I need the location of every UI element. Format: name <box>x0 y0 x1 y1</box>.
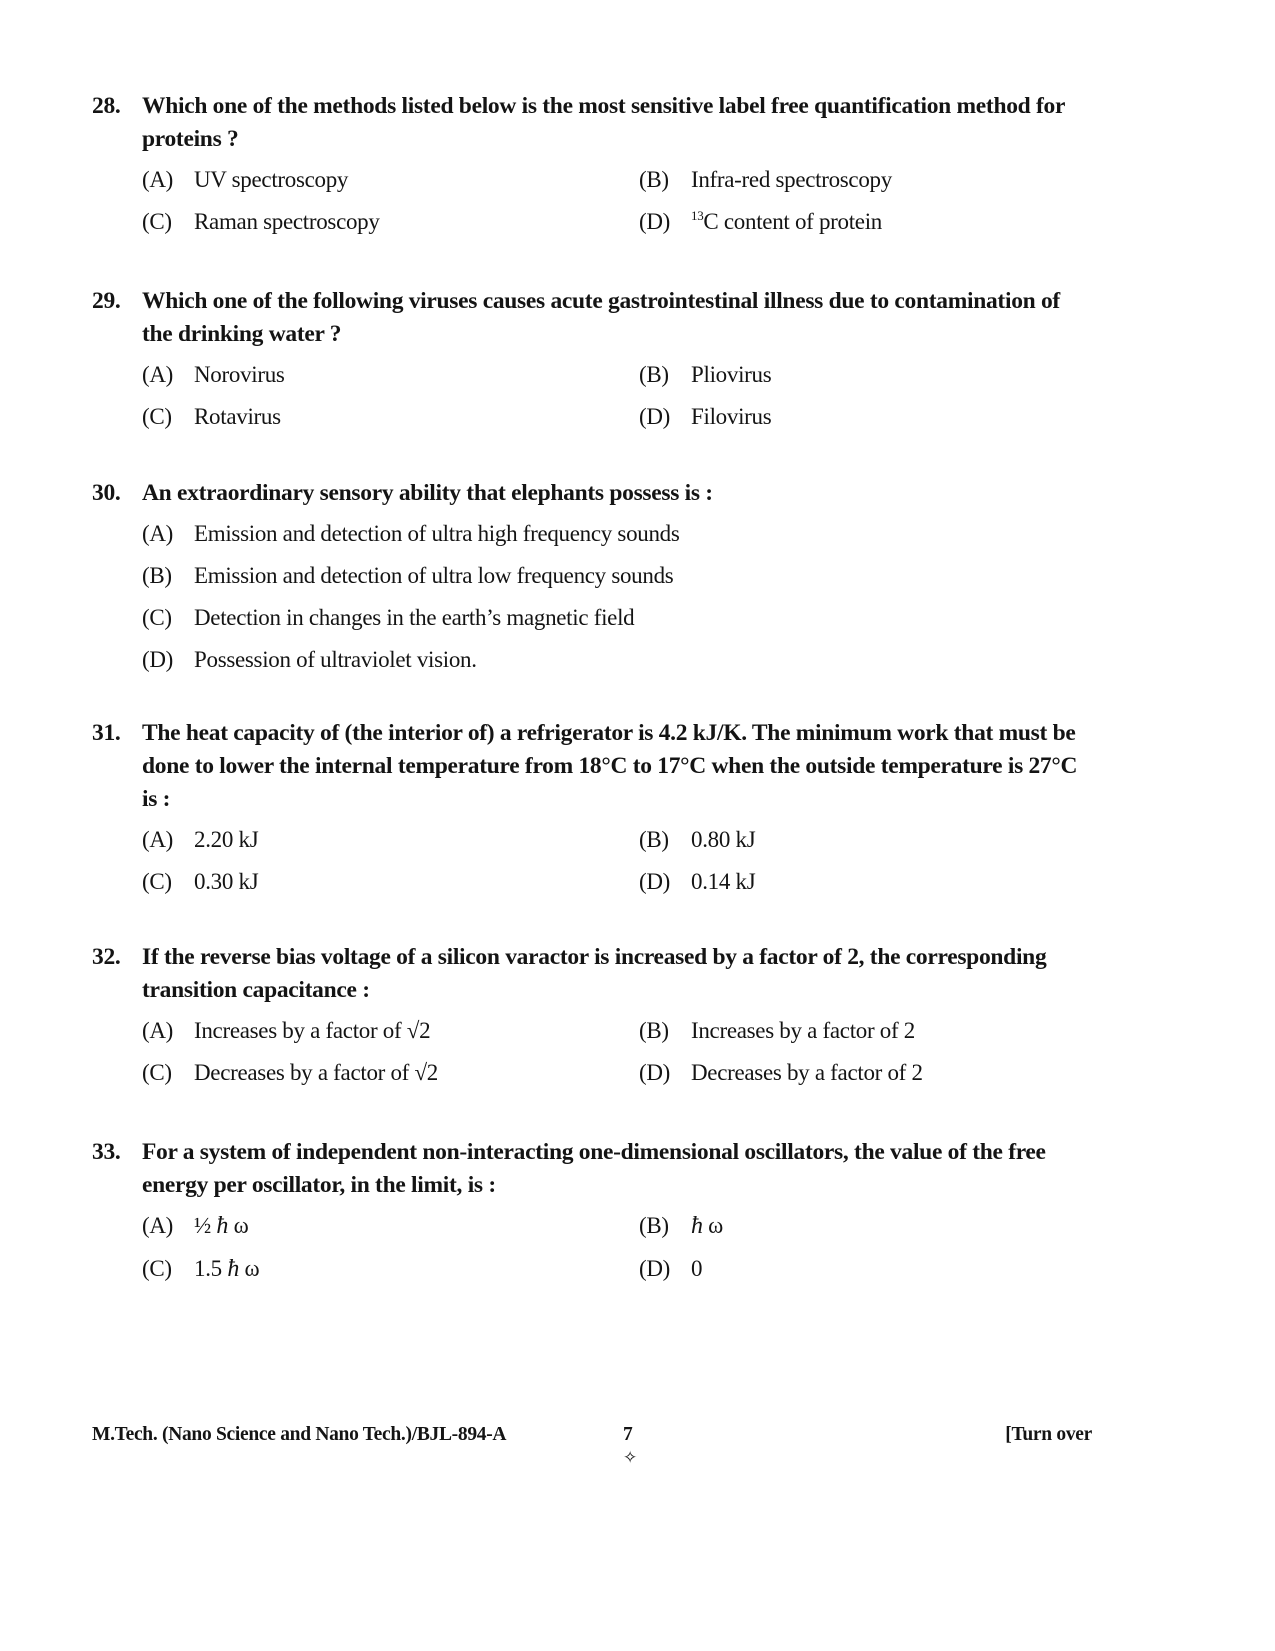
options <box>142 163 1092 238</box>
option-text: UV spectroscopy <box>194 167 349 192</box>
option-text: Detection in changes in the earth’s magnetic field <box>194 605 635 630</box>
option-letter: (B) <box>142 563 172 588</box>
option-d <box>639 1252 1109 1286</box>
option-letter: (C) <box>142 404 172 429</box>
option-text <box>194 1209 248 1243</box>
option-letter: (B) <box>639 167 669 192</box>
question-text: The heat capacity of (the interior of) a refrigerator is 4.2 kJ/K. The minimum work that must be done to lower the internal temperature from 18°C to 17°C when the outside temperature is 27°C is : <box>142 720 1078 812</box>
option-letter: (C) <box>142 605 172 630</box>
page-number: 7 <box>623 1424 633 1445</box>
question-32 <box>92 941 1092 1089</box>
option-b <box>639 163 1109 196</box>
option-letter: (A) <box>142 521 174 546</box>
page-footer <box>92 1424 1092 1467</box>
question-29 <box>92 285 1092 433</box>
option-letter: (C) <box>142 1060 172 1085</box>
option-b <box>639 1014 1109 1047</box>
question-number: 30. <box>92 480 121 506</box>
option-text: Filovirus <box>691 404 772 429</box>
question-31 <box>92 717 1092 898</box>
option-letter: (B) <box>639 362 669 387</box>
coefficient: 1.5 <box>194 1256 222 1281</box>
option-d <box>639 400 1109 433</box>
question-number: 29. <box>92 288 121 314</box>
option-text: Increases by a factor of √2 <box>194 1018 431 1043</box>
question-28 <box>92 90 1092 238</box>
question-text: For a system of independent non-interacting one-dimensional oscillators, the value of the free energy per oscillator, in the limit, is : <box>142 1139 1046 1198</box>
option-text: Rotavirus <box>194 404 281 429</box>
question-number: 32. <box>92 944 121 970</box>
option-letter: (A) <box>142 827 174 852</box>
hbar-symbol: ħ <box>216 1213 229 1239</box>
option-c <box>142 1252 639 1286</box>
option-text: Infra-red spectroscopy <box>691 167 892 192</box>
option-text: Increases by a factor of 2 <box>691 1018 915 1043</box>
options <box>142 358 1092 433</box>
question-33 <box>92 1136 1092 1286</box>
star-mark-icon: ✧ <box>623 1448 637 1467</box>
option-b <box>639 1209 1109 1243</box>
hbar-symbol: ħ <box>691 1213 703 1239</box>
option-b <box>142 559 1109 592</box>
omega-symbol: ω <box>233 1213 249 1238</box>
option-letter: (A) <box>142 1018 174 1043</box>
isotope-superscript: 13 <box>691 208 704 223</box>
question-text: If the reverse bias voltage of a silicon varactor is increased by a factor of 2, the corresponding transition capacitance : <box>142 944 1047 1003</box>
option-d <box>142 643 1109 676</box>
option-text: Emission and detection of ultra low frequency sounds <box>194 563 674 588</box>
options <box>142 517 1092 676</box>
option-a <box>142 1014 639 1047</box>
option-letter: (C) <box>142 1256 172 1281</box>
question-number: 31. <box>92 720 121 746</box>
option-a <box>142 1209 639 1243</box>
option-text: Norovirus <box>194 362 285 387</box>
option-c <box>142 1056 639 1089</box>
option-a <box>142 517 1109 550</box>
option-letter: (D) <box>639 209 671 234</box>
option-letter: (D) <box>639 404 671 429</box>
omega-symbol: ω <box>708 1213 723 1238</box>
option-text: Pliovirus <box>691 362 772 387</box>
option-text: 0.14 kJ <box>691 869 756 894</box>
question-number: 28. <box>92 93 121 119</box>
option-text <box>194 1252 259 1286</box>
coefficient: ½ <box>194 1213 211 1238</box>
option-d <box>639 205 1109 238</box>
option-letter: (D) <box>142 647 174 672</box>
option-letter: (C) <box>142 209 172 234</box>
question-text: Which one of the following viruses causes acute gastrointestinal illness due to contamination of the drinking water ? <box>142 288 1060 347</box>
option-letter: (A) <box>142 167 174 192</box>
option-text: Decreases by a factor of 2 <box>691 1060 923 1085</box>
option-text: 2.20 kJ <box>194 827 259 852</box>
options <box>142 1209 1092 1286</box>
option-text: Decreases by a factor of √2 <box>194 1060 438 1085</box>
option-d <box>639 1056 1109 1089</box>
options <box>142 1014 1092 1089</box>
option-letter: (C) <box>142 869 172 894</box>
question-number: 33. <box>92 1139 121 1165</box>
option-text: Emission and detection of ultra high frequency sounds <box>194 521 680 546</box>
omega-symbol: ω <box>244 1256 260 1281</box>
option-text: Raman spectroscopy <box>194 209 380 234</box>
option-letter: (A) <box>142 362 174 387</box>
option-text: 0.80 kJ <box>691 827 756 852</box>
option-letter: (D) <box>639 869 671 894</box>
option-letter: (D) <box>639 1060 671 1085</box>
option-b <box>639 823 1109 856</box>
question-text: Which one of the methods listed below is the most sensitive label free quantification method for proteins ? <box>142 93 1065 152</box>
option-b <box>639 358 1109 391</box>
turn-over-label: [Turn over <box>1005 1424 1092 1445</box>
option-text: $^{13}$C content of protein <box>691 208 883 234</box>
option-c <box>142 400 639 433</box>
option-text: 0 <box>691 1256 703 1281</box>
option-c <box>142 205 639 238</box>
option-a <box>142 823 639 856</box>
option-letter: (D) <box>639 1256 671 1281</box>
option-text <box>691 1209 723 1243</box>
option-letter: (B) <box>639 1018 669 1043</box>
option-letter: (A) <box>142 1213 174 1238</box>
option-letter: (B) <box>639 1213 669 1238</box>
option-c <box>142 601 1109 634</box>
paper-code: M.Tech. (Nano Science and Nano Tech.)/BJL-894-A <box>92 1424 507 1445</box>
hbar-symbol: ħ <box>227 1256 240 1282</box>
question-text: An extraordinary sensory ability that elephants possess is : <box>142 480 713 506</box>
option-letter: (B) <box>639 827 669 852</box>
question-30 <box>92 477 1092 676</box>
options <box>142 823 1092 898</box>
option-a <box>142 163 639 196</box>
option-text: 0.30 kJ <box>194 869 259 894</box>
option-text: Possession of ultraviolet vision. <box>194 647 477 672</box>
option-a <box>142 358 639 391</box>
option-d <box>639 865 1109 898</box>
option-c <box>142 865 639 898</box>
